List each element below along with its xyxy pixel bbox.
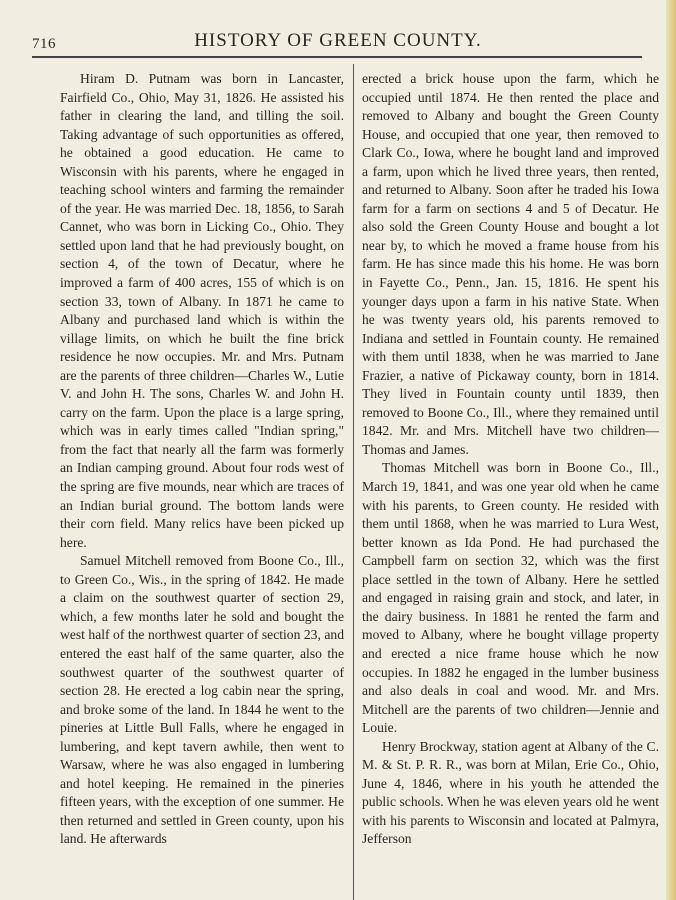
paragraph-samuel-mitchell: Samuel Mitchell removed from Boone Co., Ill., to Green Co., Wis., in the spring of 1842. He made a claim on the southwest quarter of section 29, which, a few months later he sold and bought the west half of the northwest quarter of section 23, and entered the east half of the same quarter, also the southwest quarter of the southwest quarter of section 28. He erected a log cabin near the spring, and broke some of the land. In 1844 he went to the pineries at Little Bull Falls, where he engaged in lumbering, and kept tavern awhile, then went to Warsaw, where he was also engaged in lumbering and hotel keeping. He remained in the pineries fifteen years, with the exception of one summer. He then returned and settled in Green county, upon his land. He afterwards — [60, 553, 344, 847]
paragraph-thomas-mitchell: Thomas Mitchell was born in Boone Co., Ill., March 19, 1841, and was one year old when he came with his parents, to Green county. He resided with them until 1868, when he was married to Lura West, better known as Ida Pond. He had purchased the Campbell farm on section 32, which was the first place settled in the town of Albany. Here he settled and engaged in raising grain and stock, and later, in the dairy business. In 1881 he rented the farm and moved to Albany, where he bought village property and erected a nice frame house which he now occupies. In 1882 he engaged in the lumber business and also deals in coal and wood. Mr. and Mrs. Mitchell are the parents of two children—Jennie and Louie. — [362, 460, 659, 736]
header-rule — [32, 56, 642, 58]
left-column — [60, 70, 344, 890]
paragraph-samuel-mitchell-continued: erected a brick house upon the farm, which he occupied until 1874. He then rented the place and removed to Albany and bought the Green County House, and occupied that one year, then removed to Clark Co., Iowa, where he bought land and improved a farm, upon which he lived three years, then rented, and returned to Albany. Soon after he traded his Iowa farm for a farm on sections 4 and 5 of Decatur. He also sold the Green County House and bought a lot near by, to which he moved a frame house from his farm. He has since made this his home. He was born in Fayette Co., Penn., Jan. 15, 1816. He spent his younger days upon a farm in his native State. When he was twenty years old, his parents removed to Indiana and settled in Fountain county. He remained with them until 1838, when he was married to Jane Frazier, a native of Pickaway county, born in 1814. They lived in Fountain county until 1839, then removed to Boone Co., Ill., where they remained until 1842. Mr. and Mrs. Mitchell have two children—Thomas and James. — [362, 71, 659, 457]
running-title: HISTORY OF GREEN COUNTY. — [194, 30, 482, 51]
page-number: 716 — [32, 36, 56, 52]
paragraph-putnam: Hiram D. Putnam was born in Lancaster, Fairfield Co., Ohio, May 31, 1826. He assisted his father in clearing the land, and tilling the soil. Taking advantage of such opportunities as offered, he obtained a good education. He came to Wisconsin with his parents, where he engaged in teaching school winters and farming the remainder of the year. He was married Dec. 18, 1856, to Sarah Cannet, who was born in Licking Co., Ohio. They settled upon land that he had previously bought, on section 4, of the town of Decatur, where he improved a farm of 400 acres, 155 of which is on section 33, town of Albany. In 1871 he came to Albany and purchased land which is within the village limits, on which he built the fine brick residence he now occupies. Mr. and Mrs. Putnam are the parents of three children—Charles W., Lutie V. and John H. The sons, Charles W. and John H. carry on the farm. Upon the place is a large spring, which was in early times called "Indian spring," from the fact that nearly all the farm was formerly an Indian camping ground. About four rods west of the spring are five mounds, near which are traces of an Indian burial ground. The bottom lands were their corn field. Many relics have been picked up here. — [60, 71, 344, 550]
paragraph-henry-brockway: Henry Brockway, station agent at Albany of the C. M. & St. P. R. R., was born at Milan, Erie Co., Ohio, June 4, 1846, where in his youth he attended the public schools. When he was eleven years old he went with his parents to Wisconsin and located at Palmyra, Jefferson — [362, 738, 659, 847]
column-divider — [353, 64, 354, 900]
page-edge — [666, 0, 676, 900]
right-column — [362, 70, 659, 890]
page-header — [32, 28, 644, 52]
